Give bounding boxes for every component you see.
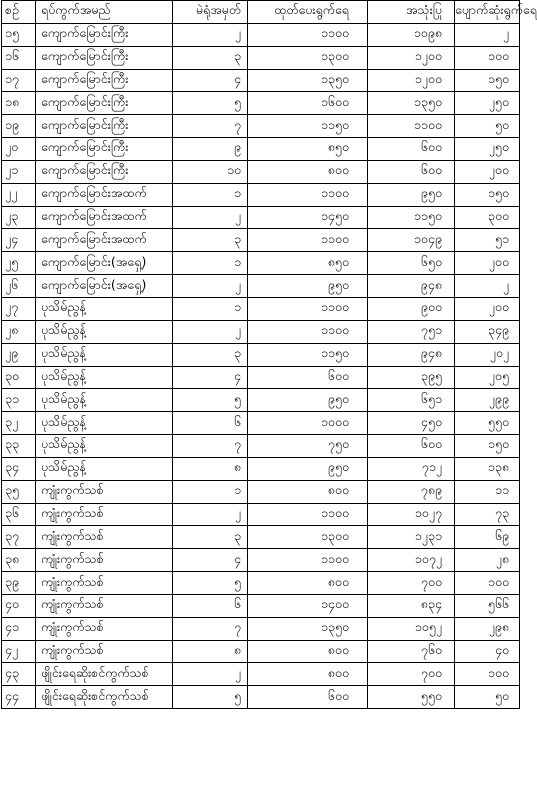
used-cell: ၁၃၅၀	[368, 92, 455, 115]
serial-cell: ၄၂	[2, 640, 36, 663]
ward-name-cell: ကျောက်မြောင်းကြီး	[36, 160, 173, 183]
header-serial: စဉ်	[2, 1, 36, 24]
used-cell: ၉၅၀	[368, 183, 455, 206]
station-no-cell: ၄	[173, 69, 248, 92]
used-cell: ၉၄၈	[368, 343, 455, 366]
missing-cell: ၃၄၉	[455, 320, 520, 343]
serial-cell: ၄၄	[2, 686, 36, 709]
missing-cell: ၇၃	[455, 503, 520, 526]
station-no-cell: ၃	[173, 526, 248, 549]
missing-cell: ၅၀	[455, 686, 520, 709]
table-row	[2, 526, 520, 549]
serial-cell: ၁၉	[2, 115, 36, 138]
issued-cell: ၁၁၅၀	[248, 115, 368, 138]
serial-cell: ၃၁	[2, 389, 36, 412]
table-row	[2, 115, 520, 138]
table-row	[2, 69, 520, 92]
serial-cell: ၄၁	[2, 617, 36, 640]
table-row	[2, 366, 520, 389]
issued-cell: ၈၅၀	[248, 252, 368, 275]
ward-name-cell: ကျောက်မြောင်းကြီး	[36, 69, 173, 92]
used-cell: ၆၅၀	[368, 252, 455, 275]
issued-cell: ၁၃၀၀	[248, 46, 368, 69]
serial-cell: ၃၇	[2, 526, 36, 549]
missing-cell: ၅၆၆	[455, 594, 520, 617]
station-no-cell: ၅	[173, 92, 248, 115]
table-row	[2, 252, 520, 275]
station-no-cell: ၇	[173, 617, 248, 640]
issued-cell: ၁၄၀၀	[248, 594, 368, 617]
missing-cell: ၂၀၅	[455, 366, 520, 389]
serial-cell: ၃၈	[2, 549, 36, 572]
missing-cell: ၃၀၀	[455, 206, 520, 229]
issued-cell: ၁၁၀၀	[248, 320, 368, 343]
station-no-cell: ၂	[173, 320, 248, 343]
table-row	[2, 412, 520, 435]
issued-cell: ၁၆၀၀	[248, 92, 368, 115]
ward-name-cell: ကျောက်မြောင်းကြီး	[36, 92, 173, 115]
station-no-cell: ၂	[173, 206, 248, 229]
serial-cell: ၂၆	[2, 275, 36, 298]
serial-cell: ၁၅	[2, 23, 36, 46]
serial-cell: ၄၃	[2, 663, 36, 686]
used-cell: ၃၉၅	[368, 366, 455, 389]
issued-cell: ၁၁၀၀	[248, 297, 368, 320]
issued-cell: ၆၀၀	[248, 686, 368, 709]
ward-name-cell: ပုသိမ်ညွန့်	[36, 389, 173, 412]
serial-cell: ၂၄	[2, 229, 36, 252]
serial-cell: ၁၇	[2, 69, 36, 92]
table-row	[2, 46, 520, 69]
used-cell: ၆၀၀	[368, 435, 455, 458]
missing-cell: ၂၉၉	[455, 389, 520, 412]
used-cell: ၉၄၈	[368, 275, 455, 298]
header-missing: ပျောက်ဆုံးရွက်ရေ	[455, 1, 520, 24]
station-no-cell: ၅	[173, 572, 248, 595]
table-row	[2, 343, 520, 366]
table-row	[2, 229, 520, 252]
station-no-cell: ၁	[173, 480, 248, 503]
station-no-cell: ၂	[173, 23, 248, 46]
table-row	[2, 23, 520, 46]
used-cell: ၆၅၁	[368, 389, 455, 412]
issued-cell: ၆၀၀	[248, 366, 368, 389]
ward-name-cell: ဖျိုင်းရေဆိုးစင်ကွက်သစ်	[36, 663, 173, 686]
header-station-no: မဲရုံအမှတ်	[173, 1, 248, 24]
used-cell: ၅၅၀	[368, 686, 455, 709]
issued-cell: ၁၁၀၀	[248, 503, 368, 526]
ward-name-cell: ကျုံးကွက်သစ်	[36, 594, 173, 617]
serial-cell: ၃၃	[2, 435, 36, 458]
header-row	[2, 1, 520, 24]
missing-cell: ၂၀၂	[455, 343, 520, 366]
used-cell: ၁၀၄၉	[368, 229, 455, 252]
used-cell: ၉၀၀	[368, 297, 455, 320]
ward-name-cell: ပုသိမ်ညွန့်	[36, 457, 173, 480]
missing-cell: ၂၅၀	[455, 138, 520, 161]
ward-name-cell: ကျောက်မြောင်းကြီး	[36, 46, 173, 69]
issued-cell: ၈၀၀	[248, 640, 368, 663]
ward-name-cell: ကျုံးကွက်သစ်	[36, 617, 173, 640]
ward-name-cell: ကျုံးကွက်သစ်	[36, 526, 173, 549]
serial-cell: ၂၉	[2, 343, 36, 366]
table-row	[2, 435, 520, 458]
used-cell: ၄၅၀	[368, 412, 455, 435]
table-row	[2, 640, 520, 663]
ward-name-cell: ကျုံးကွက်သစ်	[36, 640, 173, 663]
ward-name-cell: ပုသိမ်ညွန့်	[36, 435, 173, 458]
ward-name-cell: ကျုံးကွက်သစ်	[36, 503, 173, 526]
ward-name-cell: ကျောက်မြောင်းကြီး	[36, 138, 173, 161]
missing-cell: ၁၀၀	[455, 572, 520, 595]
station-no-cell: ၂	[173, 503, 248, 526]
table-row	[2, 617, 520, 640]
station-no-cell: ၅	[173, 389, 248, 412]
issued-cell: ၈၅၀	[248, 138, 368, 161]
serial-cell: ၂၀	[2, 138, 36, 161]
issued-cell: ၉၅၀	[248, 275, 368, 298]
missing-cell: ၆၉	[455, 526, 520, 549]
missing-cell: ၂၀၀	[455, 252, 520, 275]
serial-cell: ၃၄	[2, 457, 36, 480]
serial-cell: ၃၀	[2, 366, 36, 389]
missing-cell: ၅၁	[455, 229, 520, 252]
station-no-cell: ၆	[173, 412, 248, 435]
missing-cell: ၂၀၀	[455, 297, 520, 320]
issued-cell: ၁၁၀၀	[248, 549, 368, 572]
used-cell: ၇၁၂	[368, 457, 455, 480]
serial-cell: ၂၂	[2, 183, 36, 206]
table-row	[2, 480, 520, 503]
issued-cell: ၁၁၀၀	[248, 229, 368, 252]
missing-cell: ၂၅၀	[455, 92, 520, 115]
missing-cell: ၂၀၀	[455, 160, 520, 183]
used-cell: ၁၀၉၈	[368, 23, 455, 46]
table-row	[2, 138, 520, 161]
station-no-cell: ၉	[173, 138, 248, 161]
used-cell: ၆၀၀	[368, 138, 455, 161]
serial-cell: ၁၆	[2, 46, 36, 69]
used-cell: ၁၁၅၀	[368, 206, 455, 229]
ward-name-cell: ကျောက်မြောင်းအထက်	[36, 229, 173, 252]
table-row	[2, 686, 520, 709]
used-cell: ၇၀၀	[368, 663, 455, 686]
serial-cell: ၂၃	[2, 206, 36, 229]
station-no-cell: ၁	[173, 297, 248, 320]
station-no-cell: ၃	[173, 46, 248, 69]
results-table	[1, 0, 537, 709]
missing-cell: ၅၅၀	[455, 412, 520, 435]
table-row	[2, 549, 520, 572]
serial-cell: ၂၈	[2, 320, 36, 343]
issued-cell: ၁၃၀၀	[248, 526, 368, 549]
station-no-cell: ၁	[173, 252, 248, 275]
used-cell: ၁၂၃၁	[368, 526, 455, 549]
used-cell: ၇၆၀	[368, 640, 455, 663]
table-row	[2, 457, 520, 480]
header-used: အသုံးပြု	[368, 1, 455, 24]
station-no-cell: ၁	[173, 183, 248, 206]
ward-name-cell: ကျောက်မြောင်း(အရှေ့)	[36, 252, 173, 275]
station-no-cell: ၈	[173, 640, 248, 663]
station-no-cell: ၆	[173, 594, 248, 617]
missing-cell: ၁၀၀	[455, 46, 520, 69]
missing-cell: ၂	[455, 275, 520, 298]
serial-cell: ၂၁	[2, 160, 36, 183]
station-no-cell: ၃	[173, 229, 248, 252]
station-no-cell: ၇	[173, 435, 248, 458]
issued-cell: ၁၀၀၀	[248, 412, 368, 435]
serial-cell: ၄၀	[2, 594, 36, 617]
issued-cell: ၁၃၅၀	[248, 69, 368, 92]
table-row	[2, 503, 520, 526]
missing-cell: ၁၅၀	[455, 435, 520, 458]
table-row	[2, 206, 520, 229]
ward-name-cell: ကျုံးကွက်သစ်	[36, 549, 173, 572]
missing-cell: ၁၅၀	[455, 183, 520, 206]
ward-name-cell: ဖျိုင်းရေဆိုးစင်ကွက်သစ်	[36, 686, 173, 709]
table-row	[2, 160, 520, 183]
station-no-cell: ၄	[173, 366, 248, 389]
issued-cell: ၈၀၀	[248, 480, 368, 503]
station-no-cell: ၂	[173, 275, 248, 298]
station-no-cell: ၈	[173, 457, 248, 480]
ward-name-cell: ပုသိမ်ညွန့်	[36, 412, 173, 435]
used-cell: ၆၀၀	[368, 160, 455, 183]
used-cell: ၇၈၉	[368, 480, 455, 503]
issued-cell: ၁၁၅၀	[248, 343, 368, 366]
missing-cell: ၁၀၀	[455, 663, 520, 686]
issued-cell: ၁၄၅၀	[248, 206, 368, 229]
serial-cell: ၃၆	[2, 503, 36, 526]
ward-name-cell: ကျောက်မြောင်း(အရှေ့)	[36, 275, 173, 298]
header-issued: ထုတ်ပေးရွက်ရေ	[248, 1, 368, 24]
ward-name-cell: ကျုံးကွက်သစ်	[36, 480, 173, 503]
used-cell: ၁၂၀၀	[368, 69, 455, 92]
table-row	[2, 297, 520, 320]
missing-cell: ၁၃၈	[455, 457, 520, 480]
ward-name-cell: ပုသိမ်ညွန့်	[36, 297, 173, 320]
issued-cell: ၈၀၀	[248, 160, 368, 183]
issued-cell: ၁၁၀၀	[248, 23, 368, 46]
station-no-cell: ၃	[173, 343, 248, 366]
ward-name-cell: ပုသိမ်ညွန့်	[36, 366, 173, 389]
serial-cell: ၂၇	[2, 297, 36, 320]
station-no-cell: ၇	[173, 115, 248, 138]
missing-cell: ၂၈	[455, 549, 520, 572]
ward-name-cell: ကျုံးကွက်သစ်	[36, 572, 173, 595]
issued-cell: ၉၅၀	[248, 389, 368, 412]
table-row	[2, 594, 520, 617]
ward-name-cell: ပုသိမ်ညွန့်	[36, 320, 173, 343]
issued-cell: ၇၅၀	[248, 435, 368, 458]
ward-name-cell: ကျောက်မြောင်းအထက်	[36, 206, 173, 229]
missing-cell: ၄၀	[455, 640, 520, 663]
ward-name-cell: ကျောက်မြောင်းအထက်	[36, 183, 173, 206]
missing-cell: ၁၁	[455, 480, 520, 503]
station-no-cell: ၅	[173, 686, 248, 709]
table-row	[2, 572, 520, 595]
issued-cell: ၈၀၀	[248, 572, 368, 595]
station-no-cell: ၄	[173, 549, 248, 572]
missing-cell: ၅၀	[455, 115, 520, 138]
serial-cell: ၃၉	[2, 572, 36, 595]
missing-cell: ၂၉၈	[455, 617, 520, 640]
station-no-cell: ၂	[173, 663, 248, 686]
serial-cell: ၂၅	[2, 252, 36, 275]
table-row	[2, 183, 520, 206]
serial-cell: ၃၂	[2, 412, 36, 435]
used-cell: ၁၁၀၀	[368, 115, 455, 138]
missing-cell: ၁၅၀	[455, 69, 520, 92]
serial-cell: ၁၈	[2, 92, 36, 115]
serial-cell: ၃၅	[2, 480, 36, 503]
missing-cell: ၂	[455, 23, 520, 46]
used-cell: ၁၀၂၇	[368, 503, 455, 526]
station-no-cell: ၁၀	[173, 160, 248, 183]
table-row	[2, 663, 520, 686]
used-cell: ၇၀၀	[368, 572, 455, 595]
table-row	[2, 92, 520, 115]
used-cell: ၁၀၇၂	[368, 549, 455, 572]
ward-name-cell: ကျောက်မြောင်းကြီး	[36, 115, 173, 138]
issued-cell: ၁၁၀၀	[248, 183, 368, 206]
used-cell: ၁၂၀၀	[368, 46, 455, 69]
used-cell: ၁၀၅၂	[368, 617, 455, 640]
ward-name-cell: ကျောက်မြောင်းကြီး	[36, 23, 173, 46]
table-row	[2, 320, 520, 343]
table-row	[2, 389, 520, 412]
used-cell: ၇၅၁	[368, 320, 455, 343]
issued-cell: ၈၀၀	[248, 663, 368, 686]
header-ward-name: ရပ်ကွက်အမည်	[36, 1, 173, 24]
ward-name-cell: ပုသိမ်ညွန့်	[36, 343, 173, 366]
used-cell: ၈၃၄	[368, 594, 455, 617]
issued-cell: ၁၃၅၀	[248, 617, 368, 640]
issued-cell: ၉၅၀	[248, 457, 368, 480]
table-row	[2, 275, 520, 298]
